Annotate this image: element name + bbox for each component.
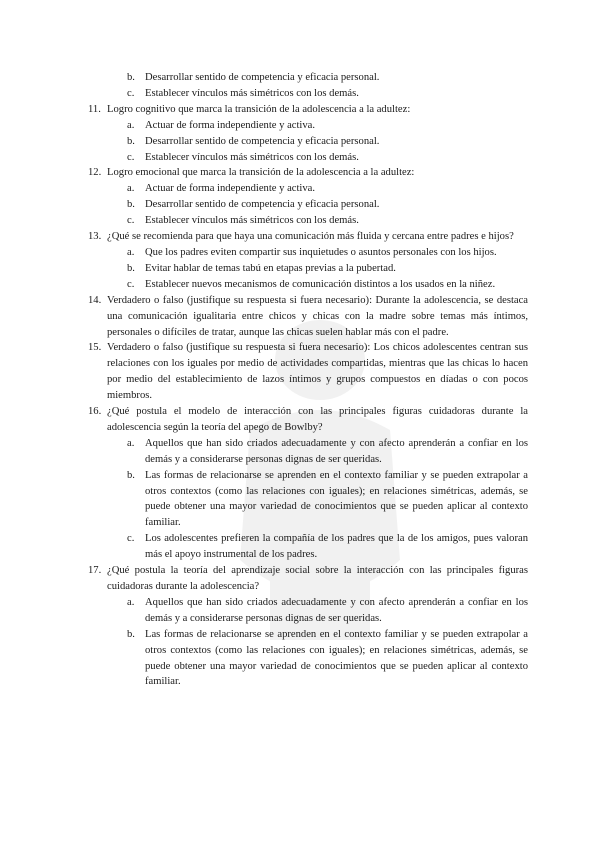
question-text: Logro emocional que marca la transición de la adolescencia a la adultez: [107,167,415,179]
question-options [90,595,528,690]
continuation-options [90,70,528,102]
option-item [90,150,528,166]
option-item [90,118,528,134]
option-text: Que los padres eviten compartir sus inquietudes o asuntos personales con los hijos. [145,246,497,258]
option-letter: b. [127,199,135,211]
question-item [90,165,528,181]
option-letter: b. [127,135,135,147]
option-letter: a. [127,183,135,195]
question-number: 12. [88,167,102,179]
option-letter: b. [127,469,135,481]
question-list [90,70,528,690]
option-letter: a. [127,596,135,608]
option-item [90,70,528,86]
question-text: ¿Qué se recomienda para que haya una comunicación más fluida y cercana entre padres e hijos? [107,231,514,243]
option-letter: c. [127,278,135,290]
option-item [90,181,528,197]
question-number: 14. [88,294,102,306]
question-text: ¿Qué postula el modelo de interacción con las principales figuras cuidadoras durante la adolescencia según la teoría del apego de Bowlby? [107,406,528,433]
question-text: Verdadero o falso (justifique su respuesta si fuera necesario): Durante la adolescencia, se destaca una comunicación igualitaria entre chicos y chicas con la madre sobre temas más íntimos, personales o difíciles de tratar, aunque las chicas suelen hablar más con el padre. [107,294,528,338]
option-text: Establecer vínculos más simétricos con los demás. [145,151,359,163]
question-item [90,404,528,436]
option-item [90,213,528,229]
option-item [90,197,528,213]
option-letter: a. [127,119,135,131]
option-text: Actuar de forma independiente y activa. [145,119,316,131]
option-letter: c. [127,215,135,227]
option-letter: c. [127,87,135,99]
option-text: Las formas de relacionarse se aprenden en el contexto familiar y se pueden extrapolar a otros contextos (como las relaciones con iguales); en relaciones simétricas, además, se puede obtener una mayor variedad de conocimientos que se pueden aplicar al contexto familiar. [145,628,528,688]
question-number: 16. [88,406,102,418]
option-letter: c. [127,151,135,163]
option-item [90,261,528,277]
question-number: 13. [88,231,102,243]
option-item [90,277,528,293]
option-text: Evitar hablar de temas tabú en etapas previas a la pubertad. [145,262,396,274]
option-item [90,134,528,150]
question-number: 15. [88,342,102,354]
question-item [90,229,528,245]
question-number: 11. [88,103,101,115]
question-item [90,293,528,341]
question-options [90,436,528,563]
question-number: 17. [88,565,102,577]
option-item [90,595,528,627]
option-text: Establecer vínculos más simétricos con los demás. [145,87,359,99]
option-item [90,245,528,261]
option-text: Actuar de forma independiente y activa. [145,183,316,195]
option-text: Desarrollar sentido de competencia y eficacia personal. [145,199,380,211]
option-letter: b. [127,72,135,83]
option-text: Establecer nuevos mecanismos de comunicación distintos a los usados en la niñez. [145,278,496,290]
option-letter: a. [127,246,135,258]
question-item [90,102,528,118]
question-item [90,340,528,404]
option-item [90,531,528,563]
option-text: Establecer vínculos más simétricos con los demás. [145,215,359,227]
option-item [90,436,528,468]
option-letter: b. [127,628,135,640]
question-options [90,118,528,166]
question-text: ¿Qué postula la teoría del aprendizaje social sobre la interacción con las principales figuras cuidadoras durante la adolescencia? [107,565,528,592]
option-letter: a. [127,437,135,449]
option-text: Los adolescentes prefieren la compañía de los padres que la de los amigos, pues valoran más el apoyo instrumental de los padres. [145,533,528,561]
option-text: Aquellos que han sido criados adecuadamente y con afecto aprenderán a confiar en los demás y a considerarse personas dignas de ser queridas. [145,596,528,624]
question-options [90,181,528,229]
question-text: Verdadero o falso (justifique su respuesta si fuera necesario): Los chicos adolescentes centran sus relaciones con los iguales por medio de actividades compartidas, mientras que las chicas lo hacen por medio del establecimiento de lazos íntimos y grupos compuestos en díadas o con pocos miembros. [107,342,528,402]
option-item [90,468,528,532]
question-options [90,245,528,293]
option-text: Desarrollar sentido de competencia y eficacia personal. [145,72,380,83]
option-letter: b. [127,262,135,274]
option-text: Desarrollar sentido de competencia y eficacia personal. [145,135,380,147]
option-text: Aquellos que han sido criados adecuadamente y con afecto aprenderán a confiar en los demás y a considerarse personas dignas de ser queridas. [145,437,528,465]
option-letter: c. [127,533,135,545]
option-item [90,627,528,691]
question-text: Logro cognitivo que marca la transición de la adolescencia a la adultez: [107,103,411,115]
option-item [90,86,528,102]
question-item [90,563,528,595]
option-text: Las formas de relacionarse se aprenden en el contexto familiar y se pueden extrapolar a otros contextos (como las relaciones con iguales); en relaciones simétricas, además, se puede obtener una mayor variedad de conocimientos que se pueden aplicar al contexto familiar. [145,469,528,529]
